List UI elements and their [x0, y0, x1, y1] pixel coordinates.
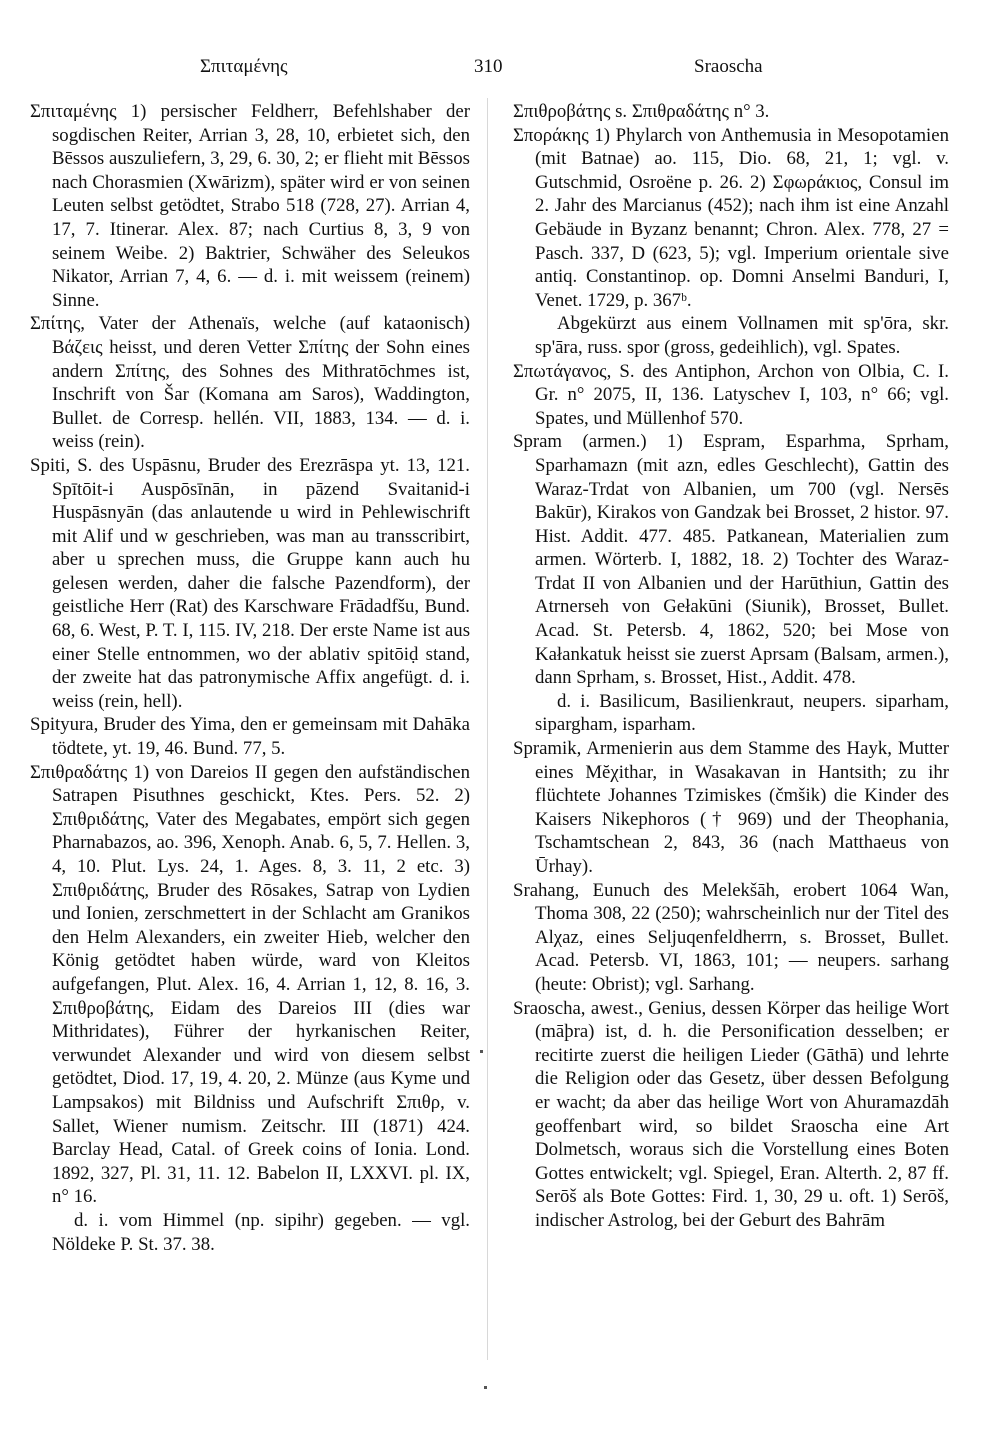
entry-spithrobates: Σπιθροβάτης s. Σπιθραδάτης n° 3.: [513, 101, 770, 122]
entry-spramik: Spramik, Armenierin aus dem Stamme des Hayk, Mutter eines Mĕχithar, in Wasakavan in Hantsith; zu ihr flüchtete Johannes Tzimiskes (čmšik) die Kinder des Kaisers Nikephoros († 969) und der Theophania, Tschamtschean 2, 843, 36 (nach Matthaeus von Ūrhay).: [513, 738, 949, 877]
entry-sraoscha: Sraoscha, awest., Genius, dessen Körper das heilige Wort (māþra) ist, d. h. die Personification desselben; er recitirte zuerst die heiligen Lieder (Gāthā) und lehrte die Religion oder das Gesetz, über dessen Befolgung er wacht; da aber das heilige Wort von Ahuramazdāh geoffenbart wird, so bildet Sraoscha eine Art Dolmetsch, woraus sich die Vorstellung eines Boten Gottes entwickelt; vgl. Spiegel, Eran. Alterth. 2, 87 ff. Serōš als Bote Gottes: Fird. 1, 30, 29 u. oft. 1) Serōš, indischer Astrolog, bei der Geburt des Bahrām: [513, 997, 949, 1231]
entry-spithradates-etymology: d. i. vom Himmel (np. sipihr) gegeben. — vgl. Nöldeke P. St. 37. 38.: [52, 1209, 470, 1255]
entry-spram-etymology: d. i. Basilicum, Basilienkraut, neupers. siparham, sipargham, isparham.: [535, 690, 949, 736]
entry-sporakes: Σποράκης 1) Phylarch von Anthemusia in Mesopotamien (mit Batnae) ao. 115, Dio. 68, 21, 1; vgl. v. Gutschmid, Osroëne p. 26. 2) Σφωράκιος, Consul im 2. Jahr des Marcianus (452); nach ihm ist eine Anzahl Gebäude in Byzanz benannt; Chron. Alex. 778, 27 = Pasch. 337, D (623, 5); vgl. Imperium orientale sive antiq. Constantinop. op. Domni Anselmi Banduri, I, Venet. 1729, p. 367ᵇ.: [513, 124, 949, 311]
entry-sporakes-etymology: Abgekürzt aus einem Vollnamen mit sp'ōra, skr. sp'āra, russ. spor (gross, gedeihlich), vgl. Spates.: [535, 313, 949, 358]
right-column: [513, 100, 949, 1233]
entry-spitamenes: Σπιταμένης 1) persischer Feldherr, Befehlshaber der sogdischen Reiter, Arrian 3, 28, 10, erbietet sich, den Bēssos auszuliefern, 3, 29, 6. 30, 2; er flieht mit Bēssos nach Chorasmien (Xwārizm), später wird er von seinen Leuten selbst getödtet, Strabo 518 (728, 27). Arrian 4, 17, 7. Itinerar. Alex. 87; nach Curtius 8, 3, 9 von seinem Weibe. 2) Baktrier, Schwäher des Seleukos Nikator, Arrian 7, 4, 6. — d. i. mit weissem (reinem) Sinne.: [30, 101, 470, 311]
running-header: [0, 56, 1000, 82]
entry-spiti: Spiti, S. des Uspāsnu, Bruder des Erezrāspa yt. 13, 121. Spītōit-i Auspōsīnān, in pāzend Svaitanid-i Huspāsnyān (das anlautende u wird in Pehlewischrift mit Alif und w geschrieben, was man au transscribirt, aber u sprechen muss, die Gruppe kann auch hu gelesen werden, daher die falsche Pazendform), der geistliche Herr (Rat) des Karschware Frādadfšu, Bund. 68, 6. West, P. T. I, 115. IV, 218. Der erste Name ist aus einer Stelle entnommen, wo der ablativ spitōiḍ stand, der zweite hat das patronymische Affix angefügt. d. i. weiss (rein, hell).: [30, 454, 470, 712]
entry-srahang: Srahang, Eunuch des Melekšāh, erobert 1064 Wan, Thoma 308, 22 (250); wahrscheinlich nur der Titel des Alχaz, eines Seljuqenfeldherrn, s. Brosset, Bullet. Acad. Petersb. VI, 1863, 101; — neupers. sarhang (heute: Obrist); vgl. Sarhang.: [513, 879, 949, 995]
header-right-headword: Sraoscha: [694, 56, 763, 77]
entry-spithradates: Σπιθραδάτης 1) von Dareios II gegen den aufständischen Satrapen Pisuthnes geschickt, Ktes. Pers. 52. 2) Σπιθριδάτης, Vater des Megabates, empört sich gegen Pharnabazos, ao. 396, Xenoph. Anab. 6, 5, 7. Hellen. 3, 4, 10. Plut. Lys. 24, 1. Ages. 8, 3. 11, 2 etc. 3) Σπιθριδάτης, Bruder des Rōsakes, Satrap von Lydien und Ionien, zerschmettert in der Schlacht am Granikos den Helm Alexanders, ein zweiter Hieb, welcher den König getödtet haben würde, ward von Kleitos aufgefangen, Plut. Alex. 16, 4. Arrian 1, 12, 8. 16, 3. Σπιθροβάτης, Eidam des Dareios III (dies war Mithridates), Führer der hyrkanischen Reiter, verwundet Alexander und wird von diesem selbst getödtet, Diod. 17, 19, 4. 20, 2. Münze (aus Kyme und Lampsakos) mit Bildniss und Aufschrift Σπιθρ, v. Sallet, Wiener numism. Zeitschr. III (1871) 424. Barclay Head, Catal. of Greek coins of Ionia. Lond. 1892, 327, Pl. 31, 11. 12. Babelon II, LXXVI. pl. IX, n° 16.: [30, 761, 470, 1208]
print-speck: [480, 1050, 483, 1053]
column-divider: [487, 98, 488, 1360]
header-left-headword: Σπιταμένης: [200, 56, 288, 77]
left-column: [30, 100, 470, 1256]
entry-spityura: Spityura, Bruder des Yima, den er gemeinsam mit Dahāka tödtete, yt. 19, 46. Bund. 77, 5.: [30, 714, 470, 760]
page-number: 310: [474, 56, 503, 77]
entry-spites: Σπίτης, Vater der Athenaïs, welche (auf kataonisch) Βάζεις heisst, und deren Vetter Σπίτης der Sohn eines andern Σπίτης, des Sohnes des Mithratōchmes ist, Inschrift von Šar (Komana am Saros), Waddington, Bullet. de Corresp. hellén. VII, 1883, 134. — d. i. weiss (rein).: [30, 313, 470, 453]
entry-spotaganos: Σπωτάγανος, S. des Antiphon, Archon von Olbia, C. I. Gr. n° 2075, II, 136. Latyschev I, 103, n° 66; vgl. Spates, und Müllenhof 570.: [513, 360, 949, 429]
print-speck: [484, 1386, 487, 1389]
entry-spram: Spram (armen.) 1) Espram, Esparhma, Sprham, Sparhamazn (mit azn, edles Geschlecht), Gattin des Waraz-Trdat von Albanien, um 700 (vgl. Nersēs Bakūr), Kirakos von Gandzak bei Brosset, 2 histor. 97. Hist. Addit. 477. 485. Patkanean, Materialien zum armen. Wörterb. I, 1882, 18. 2) Tochter des Waraz-Trdat II von Albanien und der Harūthiun, Gattin des Atrnerseh von Gełakūni (Siunik), Brosset, Bullet. Acad. St. Petersb. 4, 1862, 520; bei Mose von Kałankatuk heisst sie zuerst Aprsam (Balsam, armen.), dann Sprham, s. Brosset, Hist., Addit. 478.: [513, 431, 949, 689]
